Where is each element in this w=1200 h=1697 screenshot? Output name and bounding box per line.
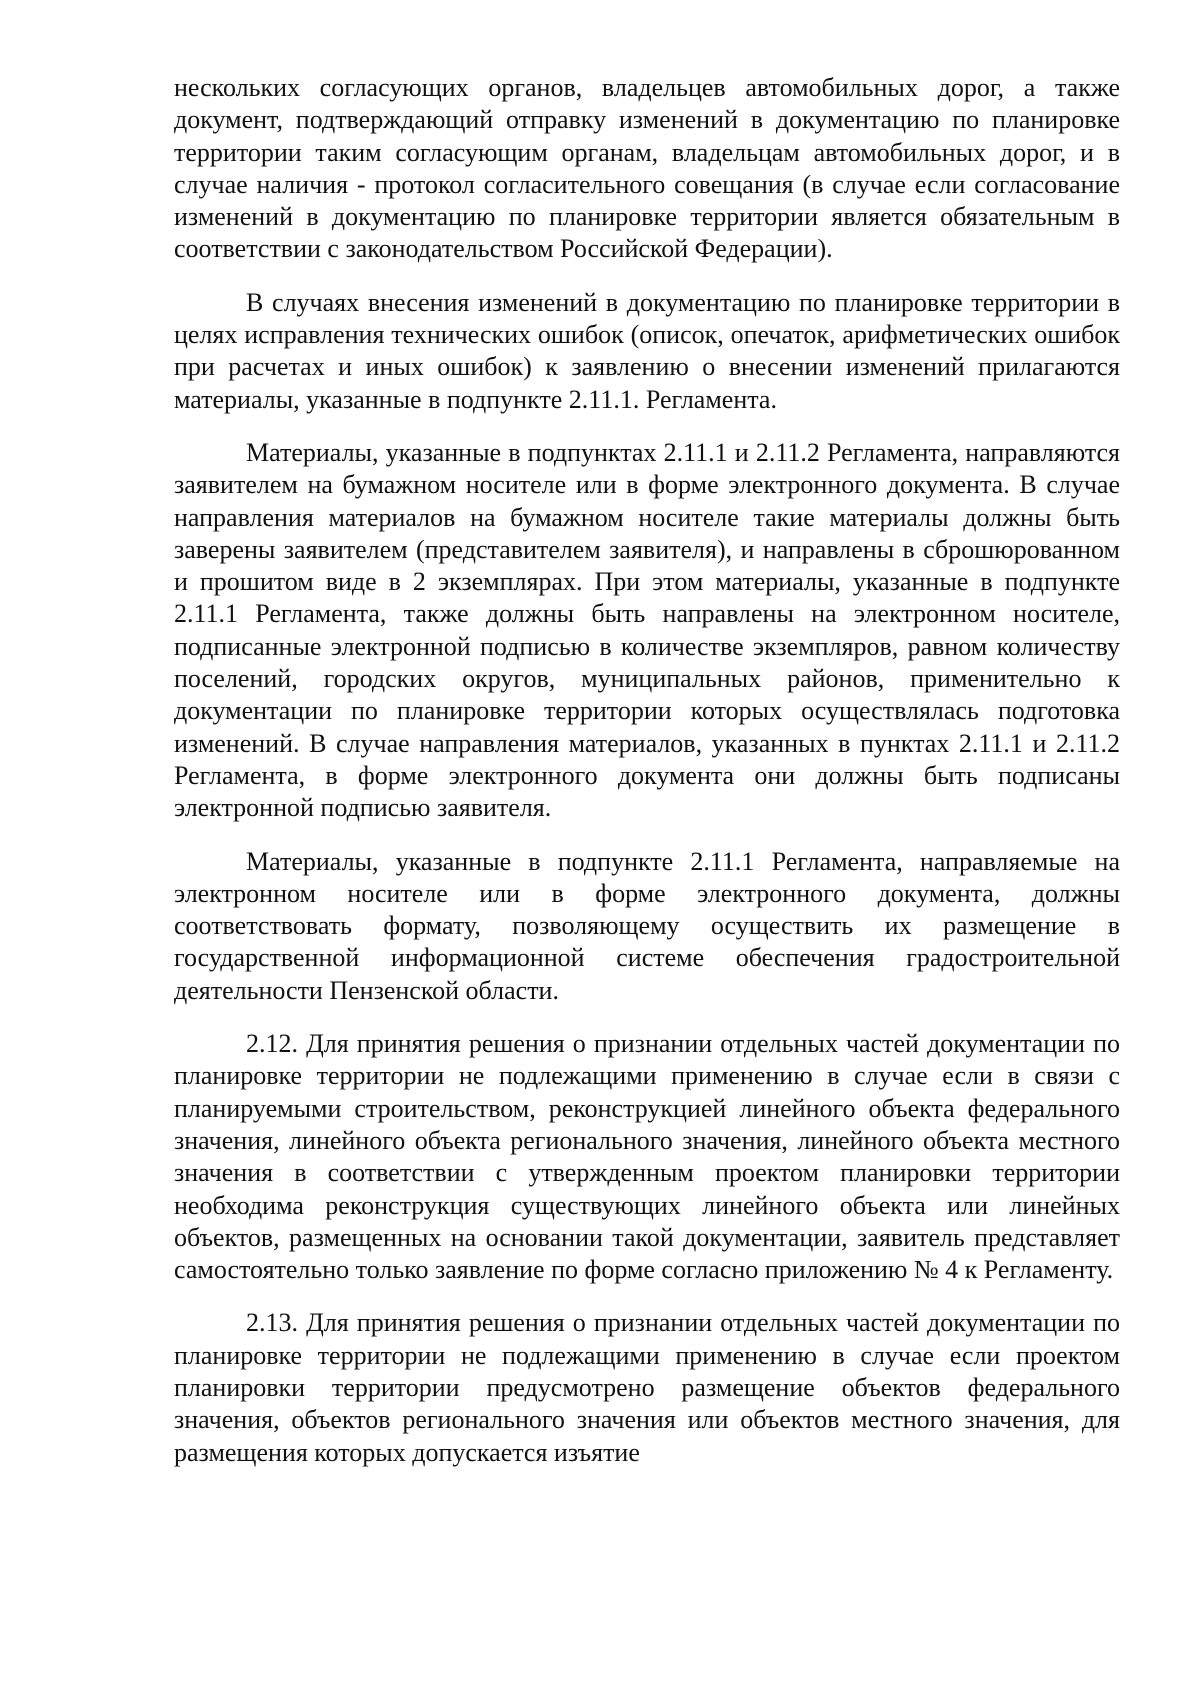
- paragraph-technical-errors: В случаях внесения изменений в документацию по планировке территории в целях исправления технических ошибок (описок, опечаток, арифметических ошибок при расчетах и иных ошибок) к заявлению о внесении изменений прилагаются материалы, указанные в подпункте 2.11.1. Регламента.: [174, 287, 1120, 414]
- paragraph-materials-format: Материалы, указанные в подпункте 2.11.1 Регламента, направляемые на электронном носителе или в форме электронного документа, должны соответствовать формату, позволяющему осуществить их размещение в государственной информационной системе обеспечения градостроительной деятельности Пензенской области.: [174, 846, 1120, 1005]
- paragraph-materials-submission: Материалы, указанные в подпунктах 2.11.1 и 2.11.2 Регламента, направляются заявителем на бумажном носителе или в форме электронного документа. В случае направления материалов на бумажном носителе такие материалы должны быть заверены заявителем (представителем заявителя), и направлены в сброшюрованном и прошитом виде в 2 экземплярах. При этом материалы, указанные в подпункте 2.11.1 Регламента, также должны быть направлены на электронном носителе, подписанные электронной подписью в количестве экземпляров, равном количеству поселений, городских округов, муниципальных районов, применительно к документации по планировке территории которых осуществлялась подготовка изменений. В случае направления материалов, указанных в пунктах 2.11.1 и 2.11.2 Регламента, в форме электронного документа они должны быть подписаны электронной подписью заявителя.: [174, 437, 1120, 823]
- paragraph-continuation: нескольких согласующих органов, владельцев автомобильных дорог, а также документ, подтверждающий отправку изменений в документацию по планировке территории таким согласующим органам, владельцам автомобильных дорог, и в случае наличия - протокол согласительного совещания (в случае если согласование изменений в документацию по планировке территории является обязательным в соответствии с законодательством Российской Федерации).: [174, 73, 1120, 264]
- document-page: [174, 72, 1120, 1490]
- paragraph-section-2-13: 2.13. Для принятия решения о признании отдельных частей документации по планировке территории не подлежащими применению в случае если проектом планировки территории предусмотрено размещение объектов федерального значения, объектов регионального значения или объектов местного значения, для размещения которых допускается изъятие: [174, 1308, 1120, 1467]
- paragraph-section-2-12: 2.12. Для принятия решения о признании отдельных частей документации по планировке территории не подлежащими применению в случае если в связи с планируемыми строительством, реконструкцией линейного объекта федерального значения, линейного объекта регионального значения, линейного объекта местного значения в соответствии с утвержденным проектом планировки территории необходима реконструкция существующих линейного объекта или линейных объектов, размещенных на основании такой документации, заявитель представляет самостоятельно только заявление по форме согласно приложению № 4 к Регламенту.: [174, 1029, 1120, 1285]
